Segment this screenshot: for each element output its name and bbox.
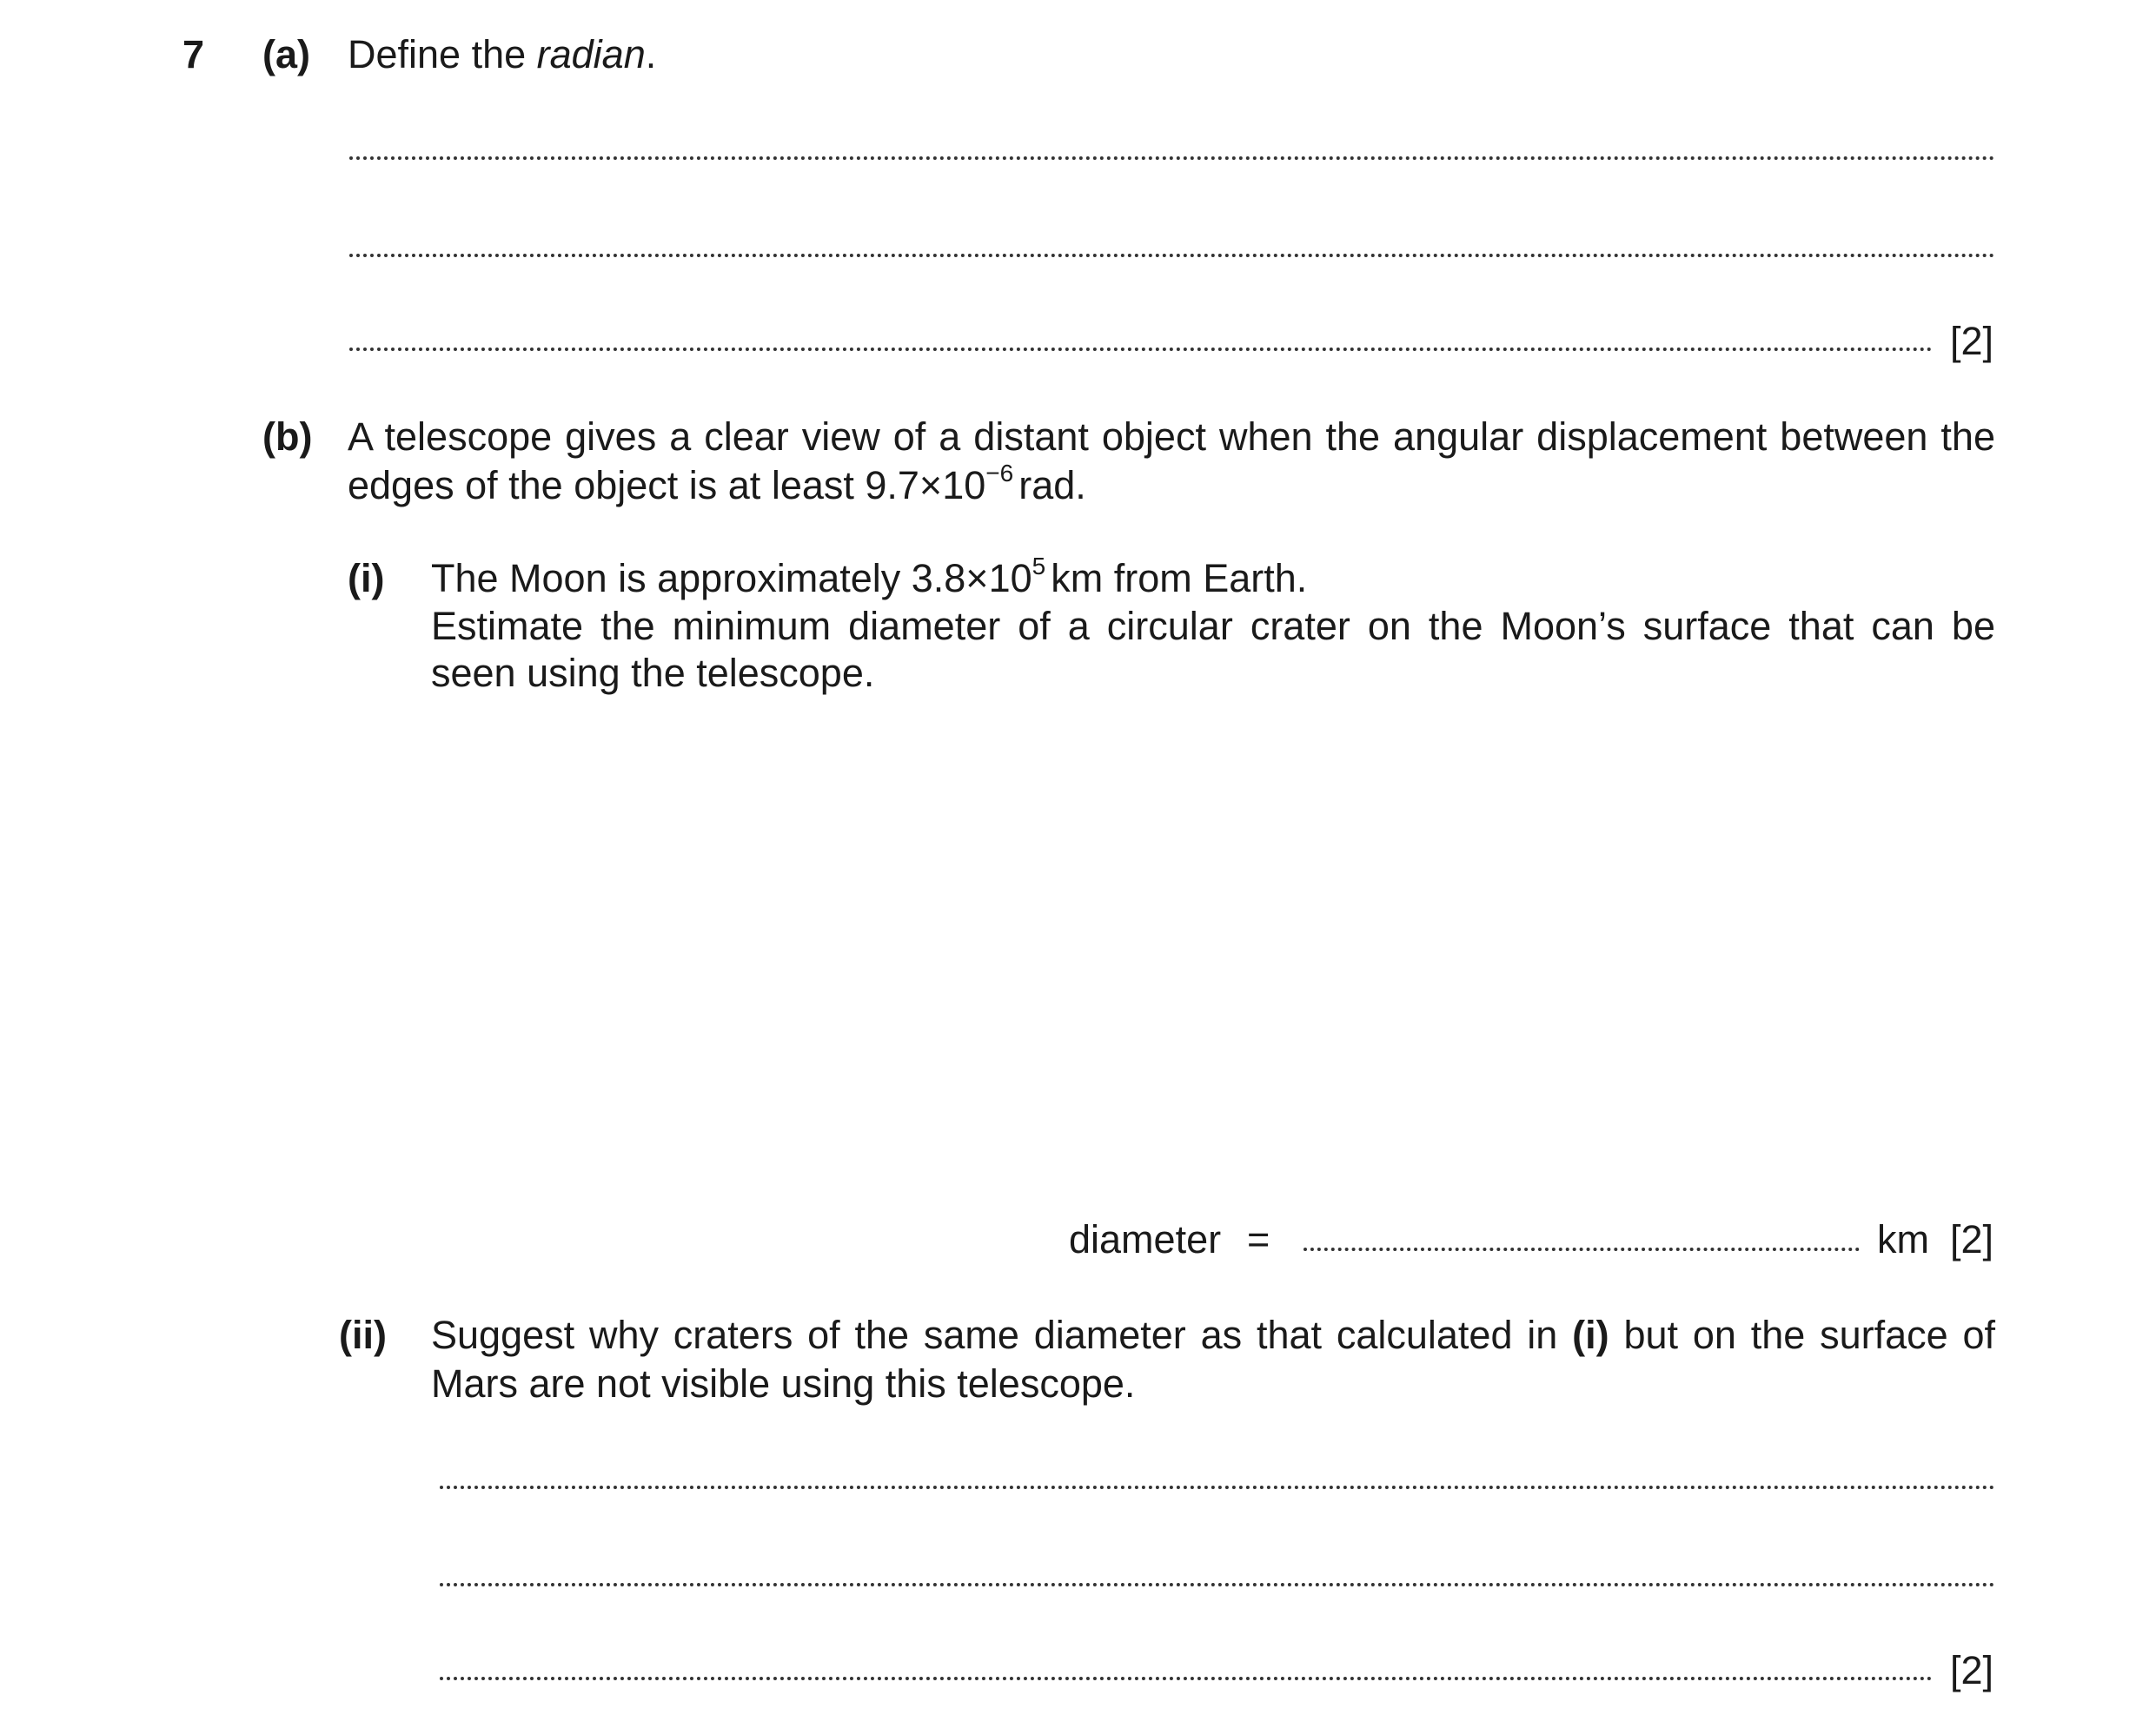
diameter-label: diameter (1069, 1217, 1222, 1261)
part-a-marks: [2] (1950, 319, 1994, 363)
diameter-answer-line[interactable] (1304, 1248, 1860, 1251)
answer-line-a-3[interactable] (349, 348, 1933, 351)
part-a-text-prefix: Define the (348, 32, 537, 76)
sub-ii-line2: Mars are not visible using this telescope. (431, 1361, 1136, 1406)
answer-line-ii-2[interactable] (440, 1583, 1995, 1586)
sub-i-line3: seen using the telescope. (431, 651, 875, 695)
part-b-line2 (348, 460, 1086, 507)
part-b-line2-exponent: −6 (985, 460, 1014, 487)
sub-i-label: (i) (348, 556, 385, 600)
sub-i-line1-suffix: km from Earth. (1051, 556, 1308, 600)
sub-i-line1-exponent: 5 (1032, 553, 1046, 579)
diameter-equals: = (1247, 1217, 1270, 1261)
answer-line-ii-1[interactable] (440, 1486, 1995, 1489)
part-a-prompt (348, 32, 657, 76)
sub-i-line1-prefix: The Moon is approximately 3.8×10 (431, 556, 1032, 600)
answer-line-a-2[interactable] (349, 254, 1995, 257)
sub-ii-line1-suffix: but on the surface of (1609, 1313, 1995, 1357)
sub-i-line1 (431, 553, 1308, 600)
sub-i-marks: [2] (1950, 1217, 1994, 1261)
question-number: 7 (182, 32, 205, 76)
part-b-label: (b) (262, 414, 313, 459)
sub-ii-line1-prefix: Suggest why craters of the same diameter as that calculated in (431, 1313, 1573, 1357)
sub-ii-label: (ii) (339, 1313, 387, 1357)
part-b-line1: A telescope gives a clear view of a distant object when the angular displacement between the (348, 414, 1995, 459)
answer-line-a-1[interactable] (349, 156, 1995, 160)
sub-ii-line1 (431, 1313, 1995, 1357)
sub-ii-line1-ref: (i) (1572, 1313, 1609, 1357)
part-a-text-italic: radian (536, 32, 646, 76)
part-a-label: (a) (262, 32, 310, 76)
sub-i-line2: Estimate the minimum diameter of a circular crater on the Moon’s surface that can be (431, 604, 1995, 648)
part-b-line2-prefix: edges of the object is at least 9.7×10 (348, 463, 986, 507)
diameter-unit: km (1877, 1217, 1929, 1261)
answer-line-ii-3[interactable] (440, 1677, 1933, 1680)
part-a-text-suffix: . (645, 32, 657, 76)
sub-ii-marks: [2] (1950, 1648, 1994, 1692)
part-b-line2-suffix: rad. (1018, 463, 1086, 507)
